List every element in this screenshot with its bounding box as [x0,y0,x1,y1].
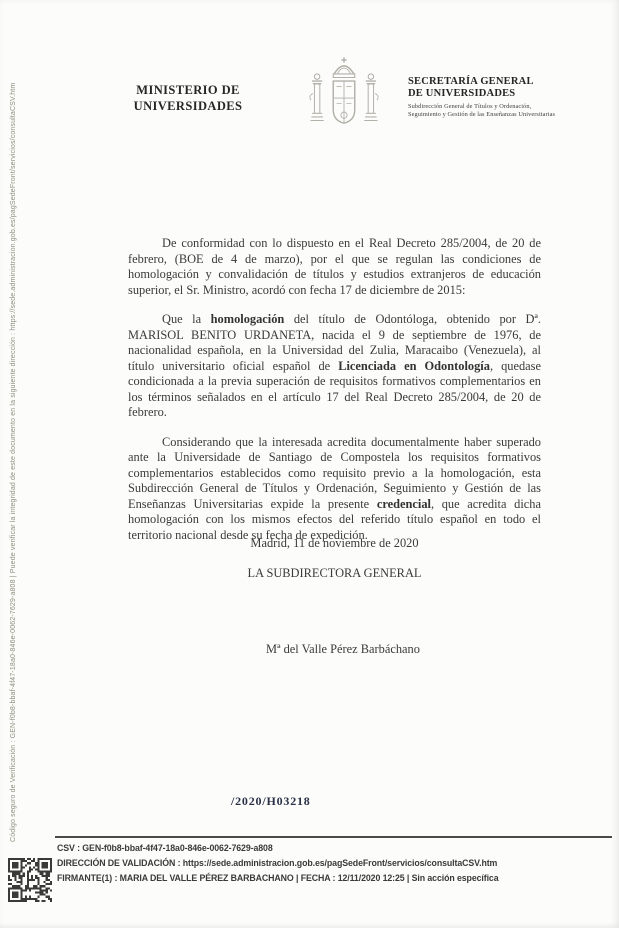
paragraph-2 [128,312,541,421]
paragraph-2-text: del título de Odontóloga, obtenido por Dª. MARISOL BENITO URDANETA, nacida el 9 de septiembre de 1976, de nacionalidad española, en la Universidad del Zulia, Maracaibo (Venezuela), al título universitario oficial español de [128,312,541,373]
bold-credencial: credencial [376,496,431,511]
csv-line: CSV : GEN-f0b8-bbaf-4f47-18a0-846e-0062-7629-a808 [57,843,273,853]
paragraph-2-text: Que la [162,312,211,326]
bold-homologacion: homologación [210,312,285,326]
spain-coat-of-arms-icon [298,56,390,142]
bold-degree-title: Licenciada en Odontología [338,358,490,373]
secretariat-line2: DE UNIVERSIDADES [408,88,516,99]
footer-validation-block [57,841,613,886]
paragraph-3-text: , que acredita dicha homologación con los mismos efectos del referido título español en todo el territorio nacional desde su fecha de expedición. [128,496,541,542]
subdirectorate-line1: Subdirección General de Títulos y Ordenación, [408,103,532,110]
qr-code-icon [8,858,52,902]
ministry-line2: UNIVERSIDADES [133,99,243,113]
paragraph-2-text: , quedase condicionada a la previa superación de requisitos formativos complementarios en los términos señalados en el artículo 17 del Real Decreto 285/2004, de 20 de febrero. [128,358,541,419]
validation-url-line: DIRECCIÓN DE VALIDACIÓN : https://sede.administracion.gob.es/pagSedeFront/servicios/consultaCSV.htm [57,858,498,868]
document-body [128,236,541,557]
paragraph-1 [128,236,541,298]
ministry-name [118,82,258,114]
subdirectorate-line2: Seguimiento y Gestión de las Enseñanzas Universitarias [408,110,556,118]
file-number: /2020/H03218 [231,794,311,808]
paragraph-3-text: Considerando que la interesada acredita documentalmente haber superado ante la Universidade de Santiago de Compostela los requisitos formativos complementarios establecidos como requisito previo a la homologación, esta Subdirección General de Títulos y Ordenación, Seguimiento y Gestión de las Enseñanzas Universitarias expide la presente [128,434,541,511]
paragraph-3 [128,435,541,544]
secretariat-line1: SECRETARÍA GENERAL [408,76,534,87]
ministry-line1: MINISTERIO DE [136,83,240,97]
secretariat-block [408,76,578,118]
firmante-line: FIRMANTE(1) : MARIA DEL VALLE PÉREZ BARBACHANO | FECHA : 12/11/2020 12:25 | Sin acción específica [57,873,499,883]
signer-title: LA SUBDIRECTORA GENERAL [247,566,422,580]
footer-divider [55,836,612,838]
verification-code-sidebar: Código seguro de Verificación : GEN-f0b8-bbaf-4f47-18a0-846e-0062-7629-a808 | Puede verificar la integridad de este documento en la siguiente dirección : https://sede.administracion.gob.es/pagSedeFront/servicios/consultaCSV.htm [10,82,17,842]
signer-name: Mª del Valle Pérez Barbáchano [266,642,420,656]
dateline: Madrid, 11 de noviembre de 2020 [250,536,419,550]
paragraph-1-text: De conformidad con lo dispuesto en el Real Decreto 285/2004, de 20 de febrero, (BOE de 4 de marzo), por el que se regulan las condiciones de homologación y convalidación de títulos y estudios extranjeros de educación superior, el Sr. Ministro, acordó con fecha 17 de diciembre de 2015: [128,236,541,297]
